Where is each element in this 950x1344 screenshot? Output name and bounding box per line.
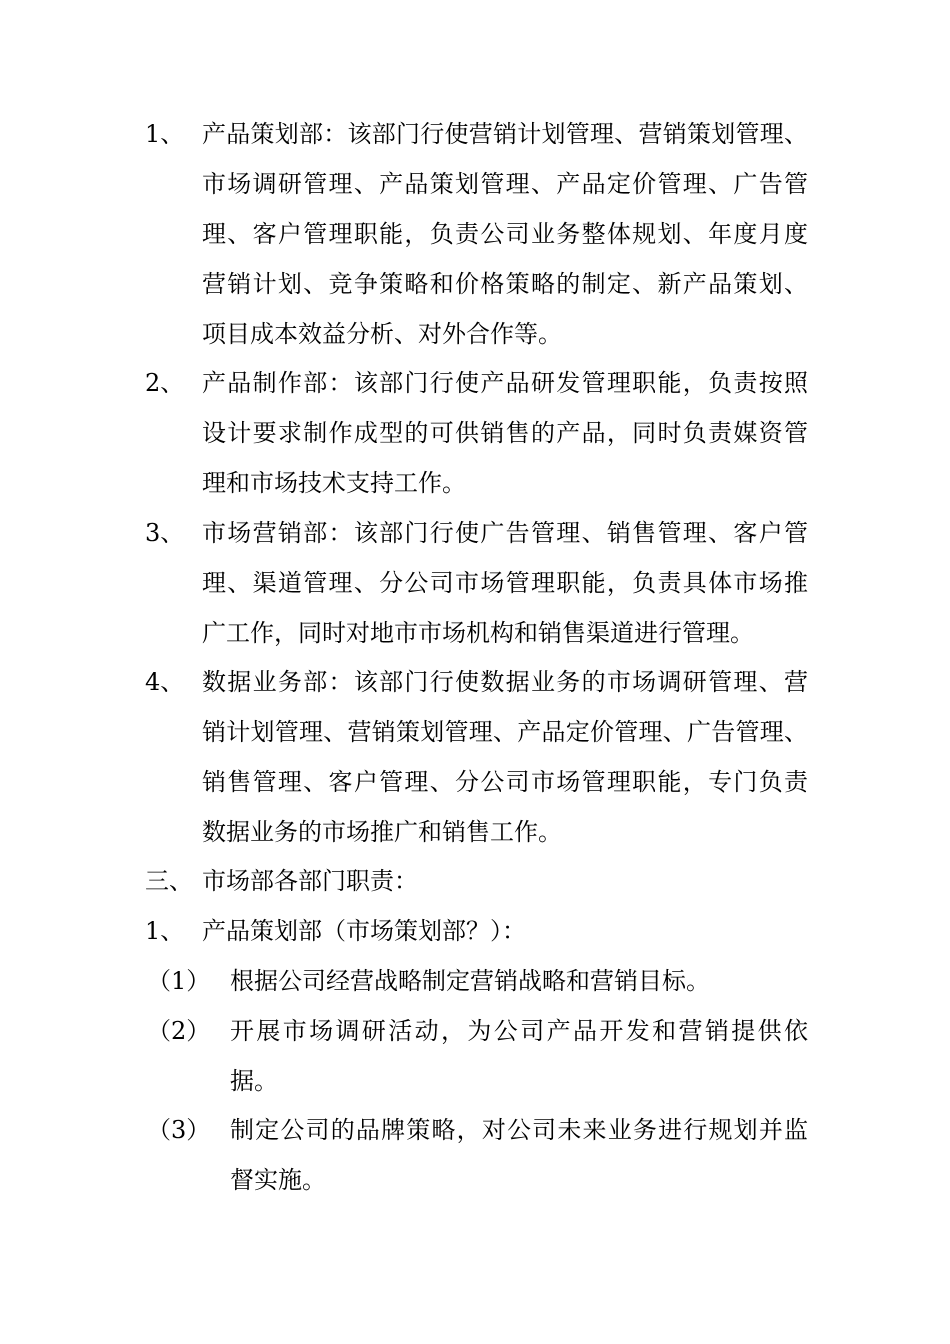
text-line: 据。 bbox=[230, 1067, 278, 1095]
text-line: 督实施。 bbox=[230, 1166, 326, 1194]
list-item-text bbox=[202, 657, 808, 857]
sub-list-item-number: （1） bbox=[147, 967, 211, 995]
text-line: 数据业务部：该部门行使数据业务的市场调研管理、营 bbox=[202, 668, 808, 696]
section-number: 三、 bbox=[145, 867, 193, 895]
list-item-number: 1、 bbox=[145, 120, 185, 148]
sub-list-item-text bbox=[230, 1105, 808, 1205]
text-line: 数据业务的市场推广和销售工作。 bbox=[202, 818, 562, 846]
text-line: 市场部各部门职责： bbox=[202, 867, 418, 895]
sub-list-item-text bbox=[230, 956, 808, 1006]
text-line: 理、客户管理职能，负责公司业务整体规划、年度月度 bbox=[202, 220, 808, 248]
subsection-number: 1、 bbox=[145, 917, 185, 945]
text-line: 项目成本效益分析、对外合作等。 bbox=[202, 320, 562, 348]
text-line: 理和市场技术支持工作。 bbox=[202, 469, 466, 497]
list-item-text bbox=[202, 358, 808, 508]
text-line: 市场调研管理、产品策划管理、产品定价管理、广告管 bbox=[202, 170, 808, 198]
text-line: 根据公司经营战略制定营销战略和营销目标。 bbox=[230, 967, 710, 995]
text-line: 理、渠道管理、分公司市场管理职能，负责具体市场推 bbox=[202, 569, 808, 597]
list-item-text bbox=[202, 508, 808, 658]
sub-list-item-number: （2） bbox=[147, 1017, 211, 1045]
sub-list-item-number: （3） bbox=[147, 1116, 211, 1144]
sub-list-item-text bbox=[230, 1006, 808, 1106]
text-line: 产品策划部：该部门行使营销计划管理、营销策划管理、 bbox=[202, 120, 808, 148]
text-line: 销售管理、客户管理、分公司市场管理职能，专门负责 bbox=[202, 768, 808, 796]
text-line: 广工作，同时对地市市场机构和销售渠道进行管理。 bbox=[202, 619, 754, 647]
text-line: 设计要求制作成型的可供销售的产品，同时负责媒资管 bbox=[202, 419, 808, 447]
text-line: 制定公司的品牌策略，对公司未来业务进行规划并监 bbox=[230, 1116, 808, 1144]
subsection-title bbox=[202, 906, 808, 956]
list-item-number: 4、 bbox=[145, 668, 185, 696]
list-item-number: 2、 bbox=[145, 369, 185, 397]
text-line: 产品策划部（市场策划部？）： bbox=[202, 917, 526, 945]
text-line: 销计划管理、营销策划管理、产品定价管理、广告管理、 bbox=[202, 718, 808, 746]
section-title bbox=[202, 856, 808, 906]
list-item-number: 3、 bbox=[145, 519, 185, 547]
text-line: 营销计划、竞争策略和价格策略的制定、新产品策划、 bbox=[202, 270, 808, 298]
text-line: 开展市场调研活动，为公司产品开发和营销提供依 bbox=[230, 1017, 808, 1045]
text-line: 市场营销部：该部门行使广告管理、销售管理、客户管 bbox=[202, 519, 808, 547]
list-item-text bbox=[202, 109, 808, 359]
text-line: 产品制作部：该部门行使产品研发管理职能，负责按照 bbox=[202, 369, 808, 397]
